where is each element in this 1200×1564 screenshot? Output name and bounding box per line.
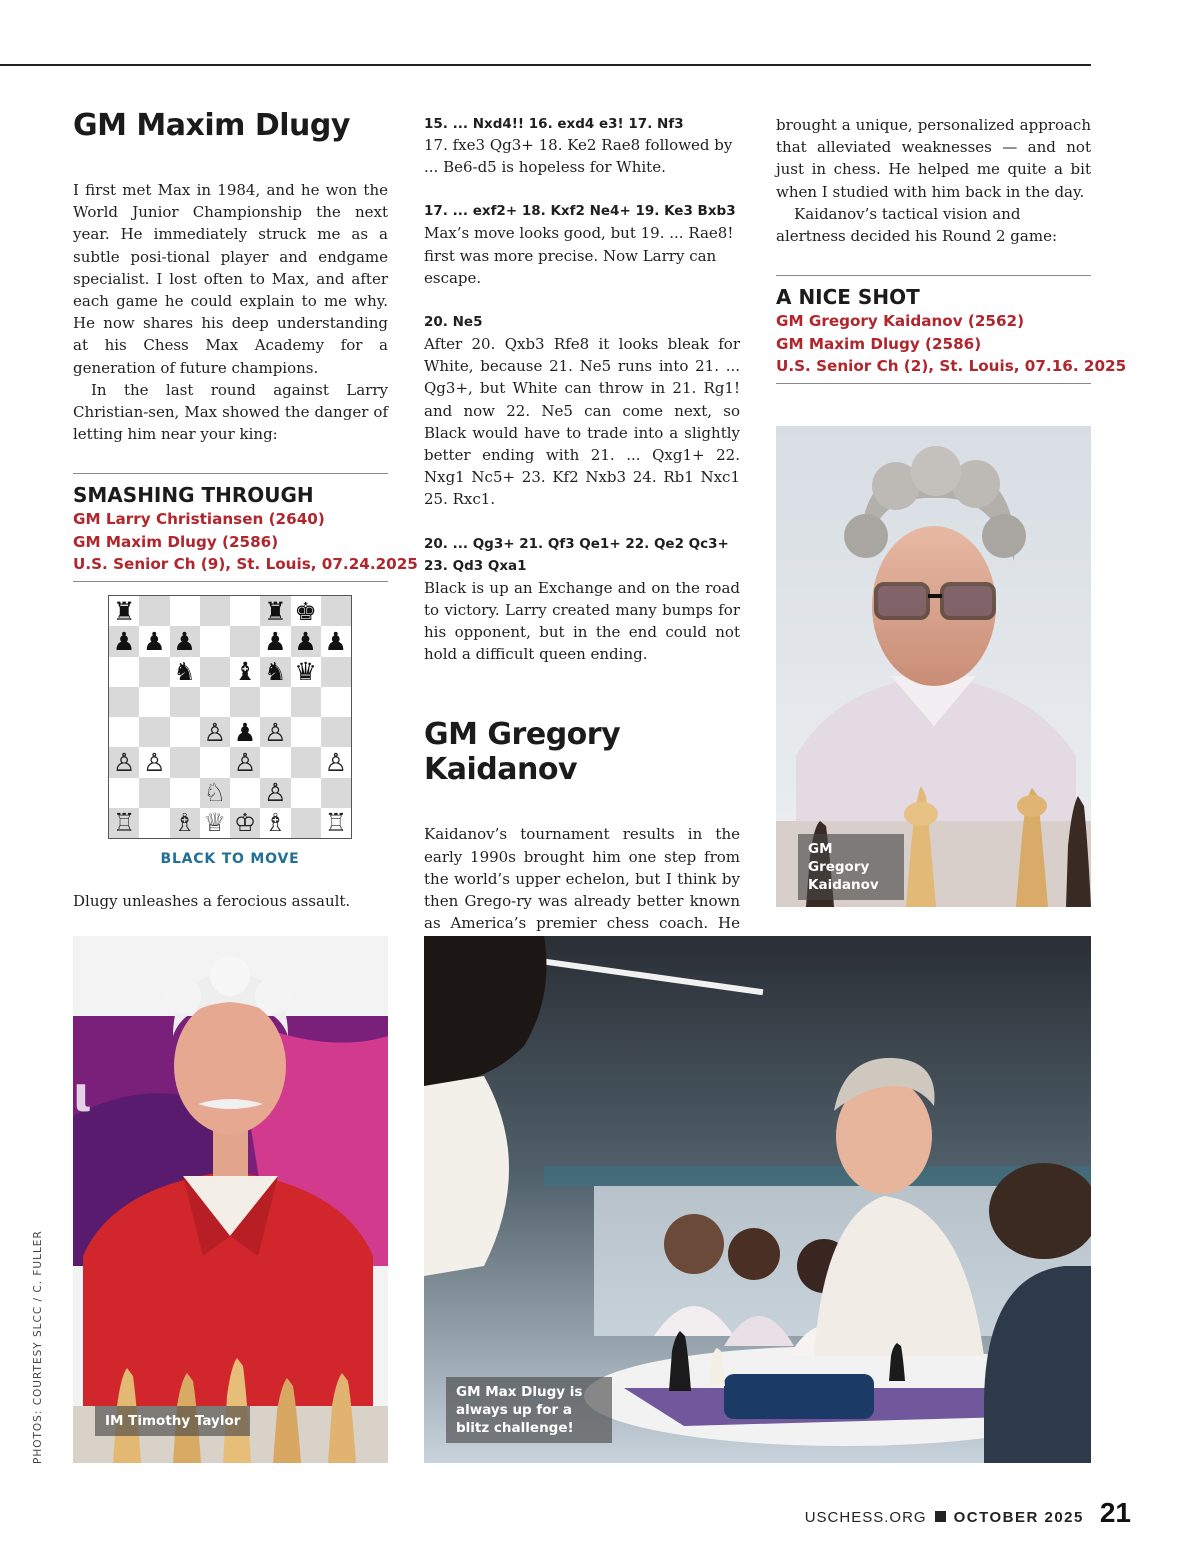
chess-piece-wN: ♘ — [203, 778, 227, 808]
board-square — [230, 626, 260, 656]
photo-kaidanov — [776, 426, 1091, 907]
chess-piece-bN: ♞ — [264, 657, 287, 687]
chess-piece-bP: ♟ — [143, 626, 166, 656]
chess-piece-wP: ♙ — [264, 717, 287, 747]
board-square — [321, 778, 351, 808]
chess-piece-wK: ♔ — [233, 808, 257, 838]
footer-issue: OCTOBER 2025 — [953, 1509, 1084, 1526]
title-line: Kaidanov — [424, 752, 578, 788]
board-square — [170, 778, 200, 808]
chess-piece-wP: ♙ — [233, 747, 257, 777]
chess-piece-bR: ♜ — [264, 596, 287, 626]
white-player: GM Gregory Kaidanov (2562) — [776, 312, 1025, 331]
board-square — [291, 747, 321, 777]
photo-caption: IM Timothy Taylor — [95, 1406, 250, 1436]
move-annotation: Max’s move looks good, but 19. ... Rae8! first was more precise. Now Larry can escape. — [424, 224, 734, 287]
board-square — [139, 717, 169, 747]
board-square — [200, 687, 230, 717]
board-square — [139, 747, 169, 777]
chess-piece-bP: ♟ — [294, 626, 317, 656]
move-block — [424, 311, 740, 511]
board-square — [321, 596, 351, 626]
svg-text:ι: ι — [73, 1067, 92, 1123]
chess-piece-bB: ♝ — [233, 657, 257, 687]
board-square — [139, 596, 169, 626]
chess-piece-wR: ♖ — [324, 808, 348, 838]
board-square — [139, 778, 169, 808]
article-title-dlugy: GM Maxim Dlugy — [73, 108, 350, 143]
chess-piece-bP: ♟ — [173, 626, 196, 656]
board-square — [291, 596, 321, 626]
board-square — [139, 657, 169, 687]
title-line: GM Gregory — [424, 717, 621, 753]
move-heading: 20. Ne5 — [424, 314, 483, 331]
board-square — [170, 596, 200, 626]
article-title-kaidanov — [424, 717, 740, 787]
chess-piece-wP: ♙ — [143, 747, 166, 777]
board-square — [170, 687, 200, 717]
paragraph: Kaidanov’s tactical vision and alertness decided his Round 2 game: — [776, 204, 1057, 246]
board-square — [109, 626, 139, 656]
game-header-smashing-through — [73, 473, 418, 582]
chess-piece-wP: ♙ — [264, 778, 287, 808]
move-block — [424, 200, 740, 289]
chess-piece-wP: ♙ — [112, 747, 136, 777]
board-square — [321, 808, 351, 838]
chess-piece-bP: ♟ — [233, 717, 257, 747]
paragraph: In the last round against Larry Christian-sen, Max showed the danger of letting him near your king: — [73, 380, 388, 444]
chess-piece-wP: ♙ — [203, 717, 227, 747]
board-square — [200, 747, 230, 777]
move-annotation: Black is up an Exchange and on the road to victory. Larry created many bumps for his opponent, but in the end could not hold a difficult queen ending. — [424, 578, 740, 664]
board-square — [260, 747, 290, 777]
board-square — [109, 778, 139, 808]
board-square — [230, 687, 260, 717]
move-annotation: After 20. Qxb3 Rfe8 it looks bleak for White, because 21. Ne5 runs into 21. ... Qg3+, but White can throw in 21. Rg1! and now 22. Ne5 can come next, so Black would have to trade into a slightly better ending with 21. ... Qxg1+ 22. Nxg1 Nc5+ 23. Kf2 Nxb3 24. Rb1 Nxc1 25. Rxc1. — [424, 335, 740, 509]
diagram-caption: BLACK TO MOVE — [160, 851, 300, 867]
event-line: U.S. Senior Ch (2), St. Louis, 07.16. 2025 — [776, 356, 1127, 375]
chess-piece-bP: ♟ — [324, 626, 348, 656]
board-square — [230, 657, 260, 687]
white-player: GM Larry Christiansen (2640) — [73, 510, 325, 529]
board-square — [200, 657, 230, 687]
board-square — [291, 717, 321, 747]
board-square — [170, 657, 200, 687]
board-square — [291, 778, 321, 808]
paragraph: Kaidanov’s tournament results in the early 1990s brought him one step from the world’s upper echelon, but I think by then Grego-ry was already better known as America’s premier chess coach. He — [424, 825, 740, 933]
column-3 — [776, 114, 1127, 384]
board-square — [109, 596, 139, 626]
chess-piece-bN: ♞ — [173, 657, 196, 687]
photo-caption: GM Max Dlugy is always up for a blitz challenge! — [446, 1377, 612, 1443]
board-square — [109, 657, 139, 687]
photo-credit: PHOTOS: COURTESY SLCC / C. FULLER — [32, 1230, 44, 1464]
move-annotation: 17. fxe3 Qg3+ 18. Ke2 Rae8 followed by ... Be6-d5 is hopeless for White. — [424, 136, 733, 177]
footer-separator-square — [935, 1511, 946, 1522]
board-square — [200, 596, 230, 626]
board-square — [109, 717, 139, 747]
paragraph: brought a unique, personalized approach that alleviated weaknesses — and not just in chess. He helped me quite a bit when I studied with him back in the day. — [776, 116, 1091, 201]
board-square — [260, 687, 290, 717]
board-square — [109, 808, 139, 838]
chess-piece-wQ: ♕ — [203, 808, 227, 838]
board-square — [200, 717, 230, 747]
move-heading: 17. ... exf2+ 18. Kxf2 Ne4+ 19. Ke3 Bxb3 — [424, 203, 736, 220]
board-square — [260, 778, 290, 808]
move-heading: 15. ... Nxd4!! 16. exd4 e3! 17. Nf3 — [424, 116, 684, 132]
board-square — [230, 717, 260, 747]
board-square — [321, 717, 351, 747]
chess-piece-bP: ♟ — [264, 626, 287, 656]
game-title: A NICE SHOT — [776, 285, 920, 310]
board-square — [109, 687, 139, 717]
page-number: 21 — [1099, 1497, 1131, 1528]
board-square — [200, 626, 230, 656]
column-1 — [73, 108, 418, 582]
chess-piece-wB: ♗ — [173, 808, 196, 838]
board-square — [321, 747, 351, 777]
board-square — [291, 657, 321, 687]
board-square — [200, 808, 230, 838]
board-square — [321, 657, 351, 687]
board-square — [321, 626, 351, 656]
game-title: SMASHING THROUGH — [73, 483, 314, 508]
chess-piece-bK: ♚ — [294, 596, 317, 626]
board-square — [230, 808, 260, 838]
move-block — [424, 114, 740, 178]
board-square — [230, 596, 260, 626]
chess-piece-wR: ♖ — [112, 808, 136, 838]
column-2 — [424, 114, 740, 979]
board-square — [139, 626, 169, 656]
board-square — [230, 747, 260, 777]
chess-piece-bQ: ♛ — [294, 657, 317, 687]
paragraph: I first met Max in 1984, and he won the World Junior Championship the next year. He immediately struck me as a subtle posi-tional player and endgame specialist. I lost often to Max, and after each game he could explain to me why. He now shares his deep understanding at his Chess Max Academy for a generation of future champions. — [73, 181, 388, 377]
game-header-a-nice-shot — [776, 275, 1127, 384]
black-player: GM Maxim Dlugy (2586) — [776, 334, 982, 353]
chess-piece-bR: ♜ — [112, 596, 136, 626]
chess-diagram — [108, 595, 352, 839]
move-heading: 20. ... Qg3+ 21. Qf3 Qe1+ 22. Qe2 Qc3+ 23. Qd3 Qxa1 — [424, 535, 729, 574]
board-square — [200, 778, 230, 808]
board-square — [139, 687, 169, 717]
top-rule — [0, 64, 1091, 66]
board-square — [170, 747, 200, 777]
board-square — [260, 808, 290, 838]
board-square — [321, 687, 351, 717]
board-square — [170, 717, 200, 747]
board-square — [260, 657, 290, 687]
board-square — [291, 626, 321, 656]
move-block — [424, 533, 740, 666]
board-square — [260, 626, 290, 656]
black-player: GM Maxim Dlugy (2586) — [73, 532, 279, 551]
board-square — [139, 808, 169, 838]
board-square — [170, 626, 200, 656]
board-square — [291, 687, 321, 717]
after-diagram-text: Dlugy unleashes a ferocious assault. — [73, 892, 351, 910]
footer-site: USCHESS.ORG — [804, 1509, 927, 1526]
board-square — [260, 596, 290, 626]
board-square — [109, 747, 139, 777]
photo-caption: GM Gregory Kaidanov — [798, 834, 904, 900]
board-square — [170, 808, 200, 838]
board-square — [230, 778, 260, 808]
event-line: U.S. Senior Ch (9), St. Louis, 07.24.2025 — [73, 555, 418, 574]
footer — [805, 1497, 1131, 1529]
photo-dlugy-blitz — [424, 936, 1091, 1463]
board-square — [291, 808, 321, 838]
board-square — [260, 717, 290, 747]
chess-piece-wB: ♗ — [264, 808, 287, 838]
taylor-photo-image — [73, 936, 388, 1463]
chess-piece-wP: ♙ — [324, 747, 348, 777]
chess-piece-bP: ♟ — [112, 626, 136, 656]
photo-taylor — [73, 936, 388, 1463]
